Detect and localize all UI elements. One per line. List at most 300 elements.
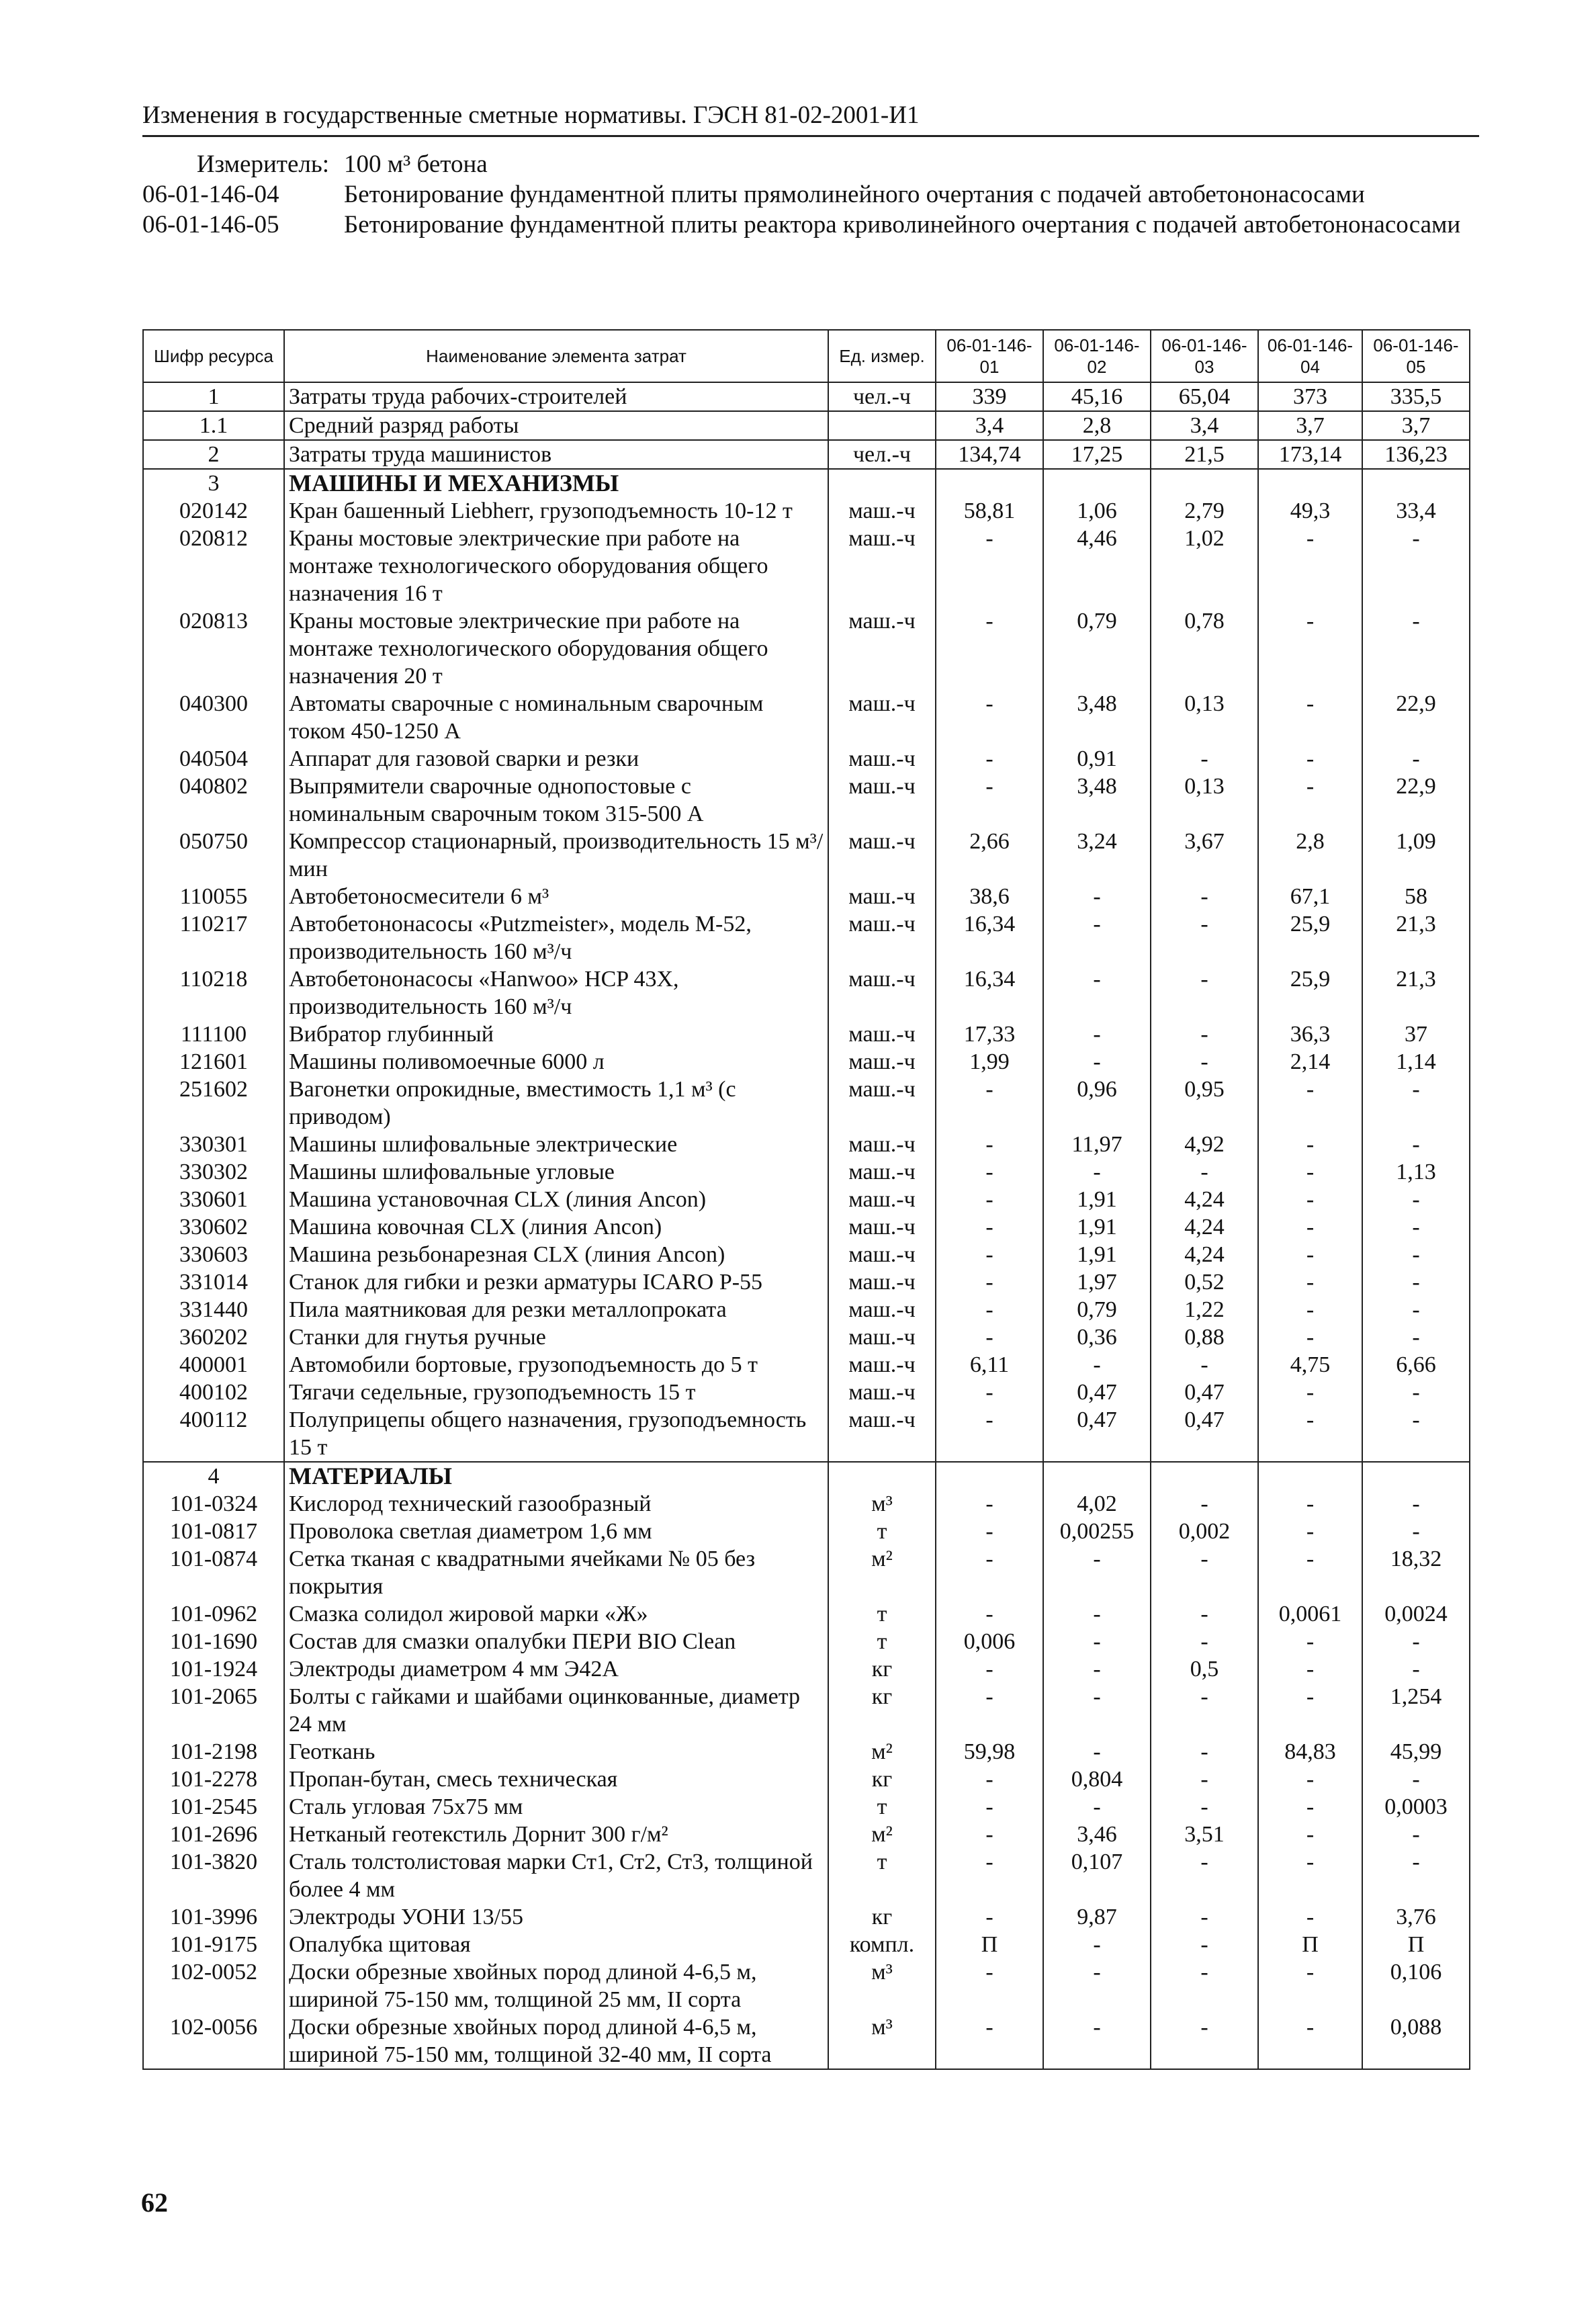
table-row [143,690,1470,745]
table-row [143,1351,1470,1379]
resource-value: - [936,773,1043,828]
resource-value: - [1362,1628,1470,1655]
table-row [143,1793,1470,1821]
resource-unit: кг [828,1655,936,1683]
col-header: 06-01-146-01 [936,330,1043,382]
resource-value: 2,66 [936,828,1043,883]
table-row [143,1158,1470,1186]
resource-value: 0,79 [1043,607,1151,690]
resource-unit: чел.-ч [828,440,936,469]
resource-unit: маш.-ч [828,1186,936,1213]
table-row [143,965,1470,1020]
table-row [143,1848,1470,1903]
code-description: Бетонирование фундаментной плиты реактора криволинейного очертания с подачей автобетононасосами [344,211,1461,238]
resource-value: 67,1 [1258,883,1362,910]
resource-code: 4 [143,1462,284,1490]
resource-name: Электроды УОНИ 13/55 [284,1903,828,1931]
resource-value: - [936,1848,1043,1903]
resource-value: - [936,745,1043,773]
resource-value: 3,4 [1151,411,1258,440]
resource-unit: маш.-ч [828,1076,936,1131]
resource-value: - [1362,1296,1470,1323]
resource-unit: т [828,1628,936,1655]
resource-value: - [1043,1628,1151,1655]
resource-value: - [1258,745,1362,773]
resource-value: - [1043,910,1151,965]
resource-value: - [936,1490,1043,1518]
resource-unit: компл. [828,1931,936,1958]
resource-value: 0,5 [1151,1655,1258,1683]
resource-value: 2,8 [1258,828,1362,883]
resource-code: 110055 [143,883,284,910]
resource-value: 0,13 [1151,773,1258,828]
resource-value: - [1258,1406,1362,1462]
resource-unit: чел.-ч [828,382,936,411]
resource-value: 45,16 [1043,382,1151,411]
resource-unit: маш.-ч [828,1351,936,1379]
resource-code: 101-2065 [143,1683,284,1738]
resource-value [936,1462,1043,1490]
resource-value: - [936,1213,1043,1241]
resource-value: 4,24 [1151,1186,1258,1213]
resource-value: 37 [1362,1020,1470,1048]
resource-value: - [1362,1379,1470,1406]
code-description: Бетонирование фундаментной плиты прямолинейного очертания с подачей автобетононасосами [344,181,1365,208]
resource-value: 49,3 [1258,497,1362,525]
resource-value: 3,51 [1151,1821,1258,1848]
page-number: 62 [141,2187,168,2218]
resource-name: Сталь толстолистовая марки Ст1, Ст2, Ст3, толщиной более 4 мм [284,1848,828,1903]
resource-value: - [936,1379,1043,1406]
resource-value: 25,9 [1258,965,1362,1020]
table-row [143,607,1470,690]
table-row [143,1931,1470,1958]
resource-value: - [1151,1600,1258,1628]
table-row [143,1766,1470,1793]
resource-value: - [1043,1600,1151,1628]
resource-value: 0,47 [1043,1406,1151,1462]
resource-value [1362,1462,1470,1490]
resource-value: - [1362,1076,1470,1131]
meter-row [142,149,1472,179]
resource-value: 4,92 [1151,1131,1258,1158]
resource-code: 101-1690 [143,1628,284,1655]
resource-name: Болты с гайками и шайбами оцинкованные, диаметр 24 мм [284,1683,828,1738]
resource-code: 102-0056 [143,2013,284,2069]
resource-value: 16,34 [936,965,1043,1020]
resource-name: Затраты труда машинистов [284,440,828,469]
resource-value: 0,79 [1043,1296,1151,1323]
resource-value: 0,0024 [1362,1600,1470,1628]
resource-value: 0,47 [1043,1379,1151,1406]
resource-value: - [1258,1545,1362,1600]
resource-unit: м³ [828,1958,936,2013]
table-row [143,1655,1470,1683]
resource-value [1258,469,1362,497]
resource-value: 33,4 [1362,497,1470,525]
resource-value: - [1258,1379,1362,1406]
resource-value: 6,66 [1362,1351,1470,1379]
resource-code: 020142 [143,497,284,525]
table-row [143,1268,1470,1296]
resource-code: 020813 [143,607,284,690]
resource-code: 1 [143,382,284,411]
resource-value: - [936,1655,1043,1683]
resource-name: Машины шлифовальные угловые [284,1158,828,1186]
resource-value: - [1043,1958,1151,2013]
resource-value: 1,91 [1043,1186,1151,1213]
table-row [143,440,1470,469]
resource-value: - [1362,1213,1470,1241]
table-row [143,773,1470,828]
resource-value: - [1258,1958,1362,2013]
resource-value: - [1151,1931,1258,1958]
resource-name: Электроды диаметром 4 мм Э42А [284,1655,828,1683]
resource-value [1151,469,1258,497]
resource-value: 1,14 [1362,1048,1470,1076]
resource-value: 1,99 [936,1048,1043,1076]
resource-value: - [1258,1655,1362,1683]
resource-name: Машины поливомоечные 6000 л [284,1048,828,1076]
resource-value: 0,36 [1043,1323,1151,1351]
resource-code: 040300 [143,690,284,745]
resource-value: - [936,525,1043,607]
resource-value: - [1043,883,1151,910]
resource-value: - [1362,1518,1470,1545]
resource-value: 4,75 [1258,1351,1362,1379]
resource-value: - [1151,1490,1258,1518]
resource-value: - [1043,965,1151,1020]
resource-value [1151,1462,1258,1490]
resource-value: 9,87 [1043,1903,1151,1931]
code-row [142,179,1472,210]
code-id: 06-01-146-05 [142,211,279,238]
table-row [143,382,1470,411]
resource-name: Машина резьбонарезная CLX (линия Ancon) [284,1241,828,1268]
resource-code: 121601 [143,1048,284,1076]
resource-value: 0,0061 [1258,1600,1362,1628]
resource-value: 3,7 [1362,411,1470,440]
resource-value: 3,76 [1362,1903,1470,1931]
resource-code: 101-1924 [143,1655,284,1683]
table-row [143,1903,1470,1931]
resource-value: 4,24 [1151,1213,1258,1241]
resource-unit: маш.-ч [828,607,936,690]
table-row [143,1020,1470,1048]
table-row [143,1131,1470,1158]
resource-name: Геоткань [284,1738,828,1766]
resource-value: 11,97 [1043,1131,1151,1158]
resource-unit [828,411,936,440]
resource-name: Станки для гнутья ручные [284,1323,828,1351]
resource-value: - [1362,1241,1470,1268]
resource-unit: м² [828,1738,936,1766]
resource-value: - [1362,1131,1470,1158]
resource-name: Автобетоносмесители 6 м³ [284,883,828,910]
resource-unit: маш.-ч [828,1379,936,1406]
resource-value: - [1151,965,1258,1020]
resource-value: 3,24 [1043,828,1151,883]
resource-value: П [936,1931,1043,1958]
code-row [142,210,1472,240]
resource-name: Компрессор стационарный, производительность 15 м³/мин [284,828,828,883]
table-row [143,1490,1470,1518]
resource-table [142,329,1470,2070]
resource-value: 3,67 [1151,828,1258,883]
resource-unit: маш.-ч [828,883,936,910]
resource-code: 110217 [143,910,284,965]
resource-value: 58 [1362,883,1470,910]
resource-value: - [1258,1296,1362,1323]
resource-name: Смазка солидол жировой марки «Ж» [284,1600,828,1628]
resource-value [1258,1462,1362,1490]
resource-value: - [1258,1766,1362,1793]
resource-value [1043,1462,1151,1490]
resource-unit: кг [828,1903,936,1931]
measure-block [142,149,1472,240]
resource-value: 22,9 [1362,773,1470,828]
resource-name: Автоматы сварочные с номинальным сварочным током 450-1250 А [284,690,828,745]
resource-unit: маш.-ч [828,1323,936,1351]
resource-value: - [936,1296,1043,1323]
resource-value: - [1258,1628,1362,1655]
resource-name: Машины шлифовальные электрические [284,1131,828,1158]
resource-code: 101-3996 [143,1903,284,1931]
table-row [143,1186,1470,1213]
resource-value: 0,88 [1151,1323,1258,1351]
resource-value: - [1362,525,1470,607]
resource-value: 17,25 [1043,440,1151,469]
resource-value: 21,3 [1362,910,1470,965]
resource-value: 0,13 [1151,690,1258,745]
resource-code: 101-2198 [143,1738,284,1766]
resource-value [1043,469,1151,497]
resource-unit: маш.-ч [828,965,936,1020]
resource-unit: т [828,1793,936,1821]
running-header: Изменения в государственные сметные нормативы. ГЭСН 81-02-2001-И1 [142,101,1479,137]
resource-value: 0,804 [1043,1766,1151,1793]
resource-value: - [1362,1406,1470,1462]
resource-name: Кислород технический газообразный [284,1490,828,1518]
resource-code: 020812 [143,525,284,607]
resource-value: - [1151,910,1258,965]
table-row [143,1296,1470,1323]
resource-name: Проволока светлая диаметром 1,6 мм [284,1518,828,1545]
resource-value: - [1258,1518,1362,1545]
table-row [143,411,1470,440]
resource-value: - [1043,1931,1151,1958]
resource-name: Пропан-бутан, смесь техническая [284,1766,828,1793]
resource-value: - [936,1131,1043,1158]
resource-code: 102-0052 [143,1958,284,2013]
resource-name: Станок для гибки и резки арматуры ICARO P-55 [284,1268,828,1296]
resource-value: 65,04 [1151,382,1258,411]
resource-value: 136,23 [1362,440,1470,469]
resource-value: - [936,690,1043,745]
table-row [143,1600,1470,1628]
resource-name: МАТЕРИАЛЫ [284,1462,828,1490]
resource-value: - [1151,1158,1258,1186]
table-row [143,497,1470,525]
resource-value [1362,469,1470,497]
table-row [143,1683,1470,1738]
resource-value: - [1362,1186,1470,1213]
resource-value: - [1362,745,1470,773]
resource-value: - [936,1600,1043,1628]
resource-name: МАШИНЫ И МЕХАНИЗМЫ [284,469,828,497]
resource-value: 58,81 [936,497,1043,525]
resource-value: - [1043,1655,1151,1683]
resource-value: - [1151,1848,1258,1903]
resource-value: - [1258,1683,1362,1738]
resource-value: - [1151,1766,1258,1793]
resource-value: 0,47 [1151,1379,1258,1406]
resource-value: 2,14 [1258,1048,1362,1076]
resource-value: 18,32 [1362,1545,1470,1600]
resource-code: 1.1 [143,411,284,440]
resource-value: - [1362,1268,1470,1296]
resource-code: 2 [143,440,284,469]
resource-value: 0,47 [1151,1406,1258,1462]
resource-name: Доски обрезные хвойных пород длиной 4-6,5 м, шириной 75-150 мм, толщиной 32-40 мм, II сорта [284,2013,828,2069]
resource-value: - [1258,2013,1362,2069]
resource-name: Вагонетки опрокидные, вместимость 1,1 м³ (с приводом) [284,1076,828,1131]
resource-name: Вибратор глубинный [284,1020,828,1048]
resource-value: 373 [1258,382,1362,411]
resource-value: - [936,607,1043,690]
resource-unit: маш.-ч [828,525,936,607]
resource-code: 330601 [143,1186,284,1213]
resource-value: - [936,1821,1043,1848]
resource-unit: маш.-ч [828,745,936,773]
resource-unit: м³ [828,2013,936,2069]
resource-unit: маш.-ч [828,1296,936,1323]
resource-value: - [1362,1821,1470,1848]
table-row [143,1518,1470,1545]
resource-value: 1,97 [1043,1268,1151,1296]
table-row [143,1958,1470,2013]
resource-name: Автомобили бортовые, грузоподъемность до 5 т [284,1351,828,1379]
resource-name: Автобетононасосы «Hanwoo» HCP 43X, производительность 160 м³/ч [284,965,828,1020]
resource-code: 101-0962 [143,1600,284,1628]
resource-value: 17,33 [936,1020,1043,1048]
resource-value: - [1151,2013,1258,2069]
resource-value: - [1258,1490,1362,1518]
resource-value: - [1362,1766,1470,1793]
resource-value: 25,9 [1258,910,1362,965]
resource-unit: м³ [828,1490,936,1518]
resource-value: 2,8 [1043,411,1151,440]
resource-name: Пила маятниковая для резки металлопроката [284,1296,828,1323]
resource-name: Опалубка щитовая [284,1931,828,1958]
resource-code: 101-0874 [143,1545,284,1600]
resource-value: - [1151,1048,1258,1076]
resource-value: 2,79 [1151,497,1258,525]
resource-value: 38,6 [936,883,1043,910]
table-row [143,2013,1470,2069]
resource-name: Кран башенный Liebherr, грузоподъемность 10-12 т [284,497,828,525]
resource-value: 173,14 [1258,440,1362,469]
resource-name: Краны мостовые электрические при работе на монтаже технологического оборудования общего назначения 20 т [284,607,828,690]
resource-value: 4,02 [1043,1490,1151,1518]
resource-value: 1,91 [1043,1213,1151,1241]
resource-unit: маш.-ч [828,1213,936,1241]
resource-value: - [1258,1158,1362,1186]
col-header: 06-01-146-05 [1362,330,1470,382]
resource-code: 400112 [143,1406,284,1462]
resource-unit: кг [828,1683,936,1738]
resource-value: - [1258,1241,1362,1268]
resource-value: - [1362,1655,1470,1683]
resource-code: 101-0324 [143,1490,284,1518]
col-header: 06-01-146-02 [1043,330,1151,382]
resource-value: - [1043,1158,1151,1186]
table-row [143,469,1470,497]
resource-code: 330302 [143,1158,284,1186]
resource-name: Нетканый геотекстиль Дорнит 300 г/м² [284,1821,828,1848]
table-row [143,1738,1470,1766]
table-row [143,1462,1470,1490]
resource-value: 0,96 [1043,1076,1151,1131]
resource-value: - [936,1076,1043,1131]
resource-value: - [1362,1323,1470,1351]
resource-value: - [1258,690,1362,745]
resource-value: - [1258,1076,1362,1131]
resource-code: 331014 [143,1268,284,1296]
resource-value: - [1151,1020,1258,1048]
resource-value: - [1258,1213,1362,1241]
resource-value: - [936,1186,1043,1213]
col-header: Ед. измер. [828,330,936,382]
resource-unit [828,469,936,497]
resource-value: - [1258,1821,1362,1848]
resource-unit: маш.-ч [828,497,936,525]
meter-label: Измеритель: [196,150,329,178]
resource-value: - [936,1545,1043,1600]
resource-unit: м² [828,1821,936,1848]
resource-value: 21,3 [1362,965,1470,1020]
resource-code: 330301 [143,1131,284,1158]
resource-value: 0,95 [1151,1076,1258,1131]
resource-name: Средний разряд работы [284,411,828,440]
resource-unit [828,1462,936,1490]
resource-value: - [1258,1323,1362,1351]
resource-value: 1,02 [1151,525,1258,607]
resource-unit: т [828,1600,936,1628]
table-row [143,1241,1470,1268]
resource-name: Сталь угловая 75х75 мм [284,1793,828,1821]
table-row [143,1076,1470,1131]
resource-value: - [1043,1793,1151,1821]
resource-value: 1,91 [1043,1241,1151,1268]
col-header: Наименование элемента затрат [284,330,828,382]
resource-value: 1,22 [1151,1296,1258,1323]
resource-unit: т [828,1518,936,1545]
resource-value: 16,34 [936,910,1043,965]
resource-value: - [1151,1958,1258,2013]
resource-value: 0,006 [936,1628,1043,1655]
table-body [143,382,1470,2069]
resource-code: 040802 [143,773,284,828]
resource-name: Доски обрезные хвойных пород длиной 4-6,5 м, шириной 75-150 мм, толщиной 25 мм, II сорта [284,1958,828,2013]
resource-name: Автобетононасосы «Putzmeister», модель М-52, производительность 160 м³/ч [284,910,828,965]
resource-value: - [936,1158,1043,1186]
resource-value: 59,98 [936,1738,1043,1766]
resource-code: 101-2545 [143,1793,284,1821]
resource-value: - [1258,525,1362,607]
resource-code: 111100 [143,1020,284,1048]
resource-value: - [936,1793,1043,1821]
